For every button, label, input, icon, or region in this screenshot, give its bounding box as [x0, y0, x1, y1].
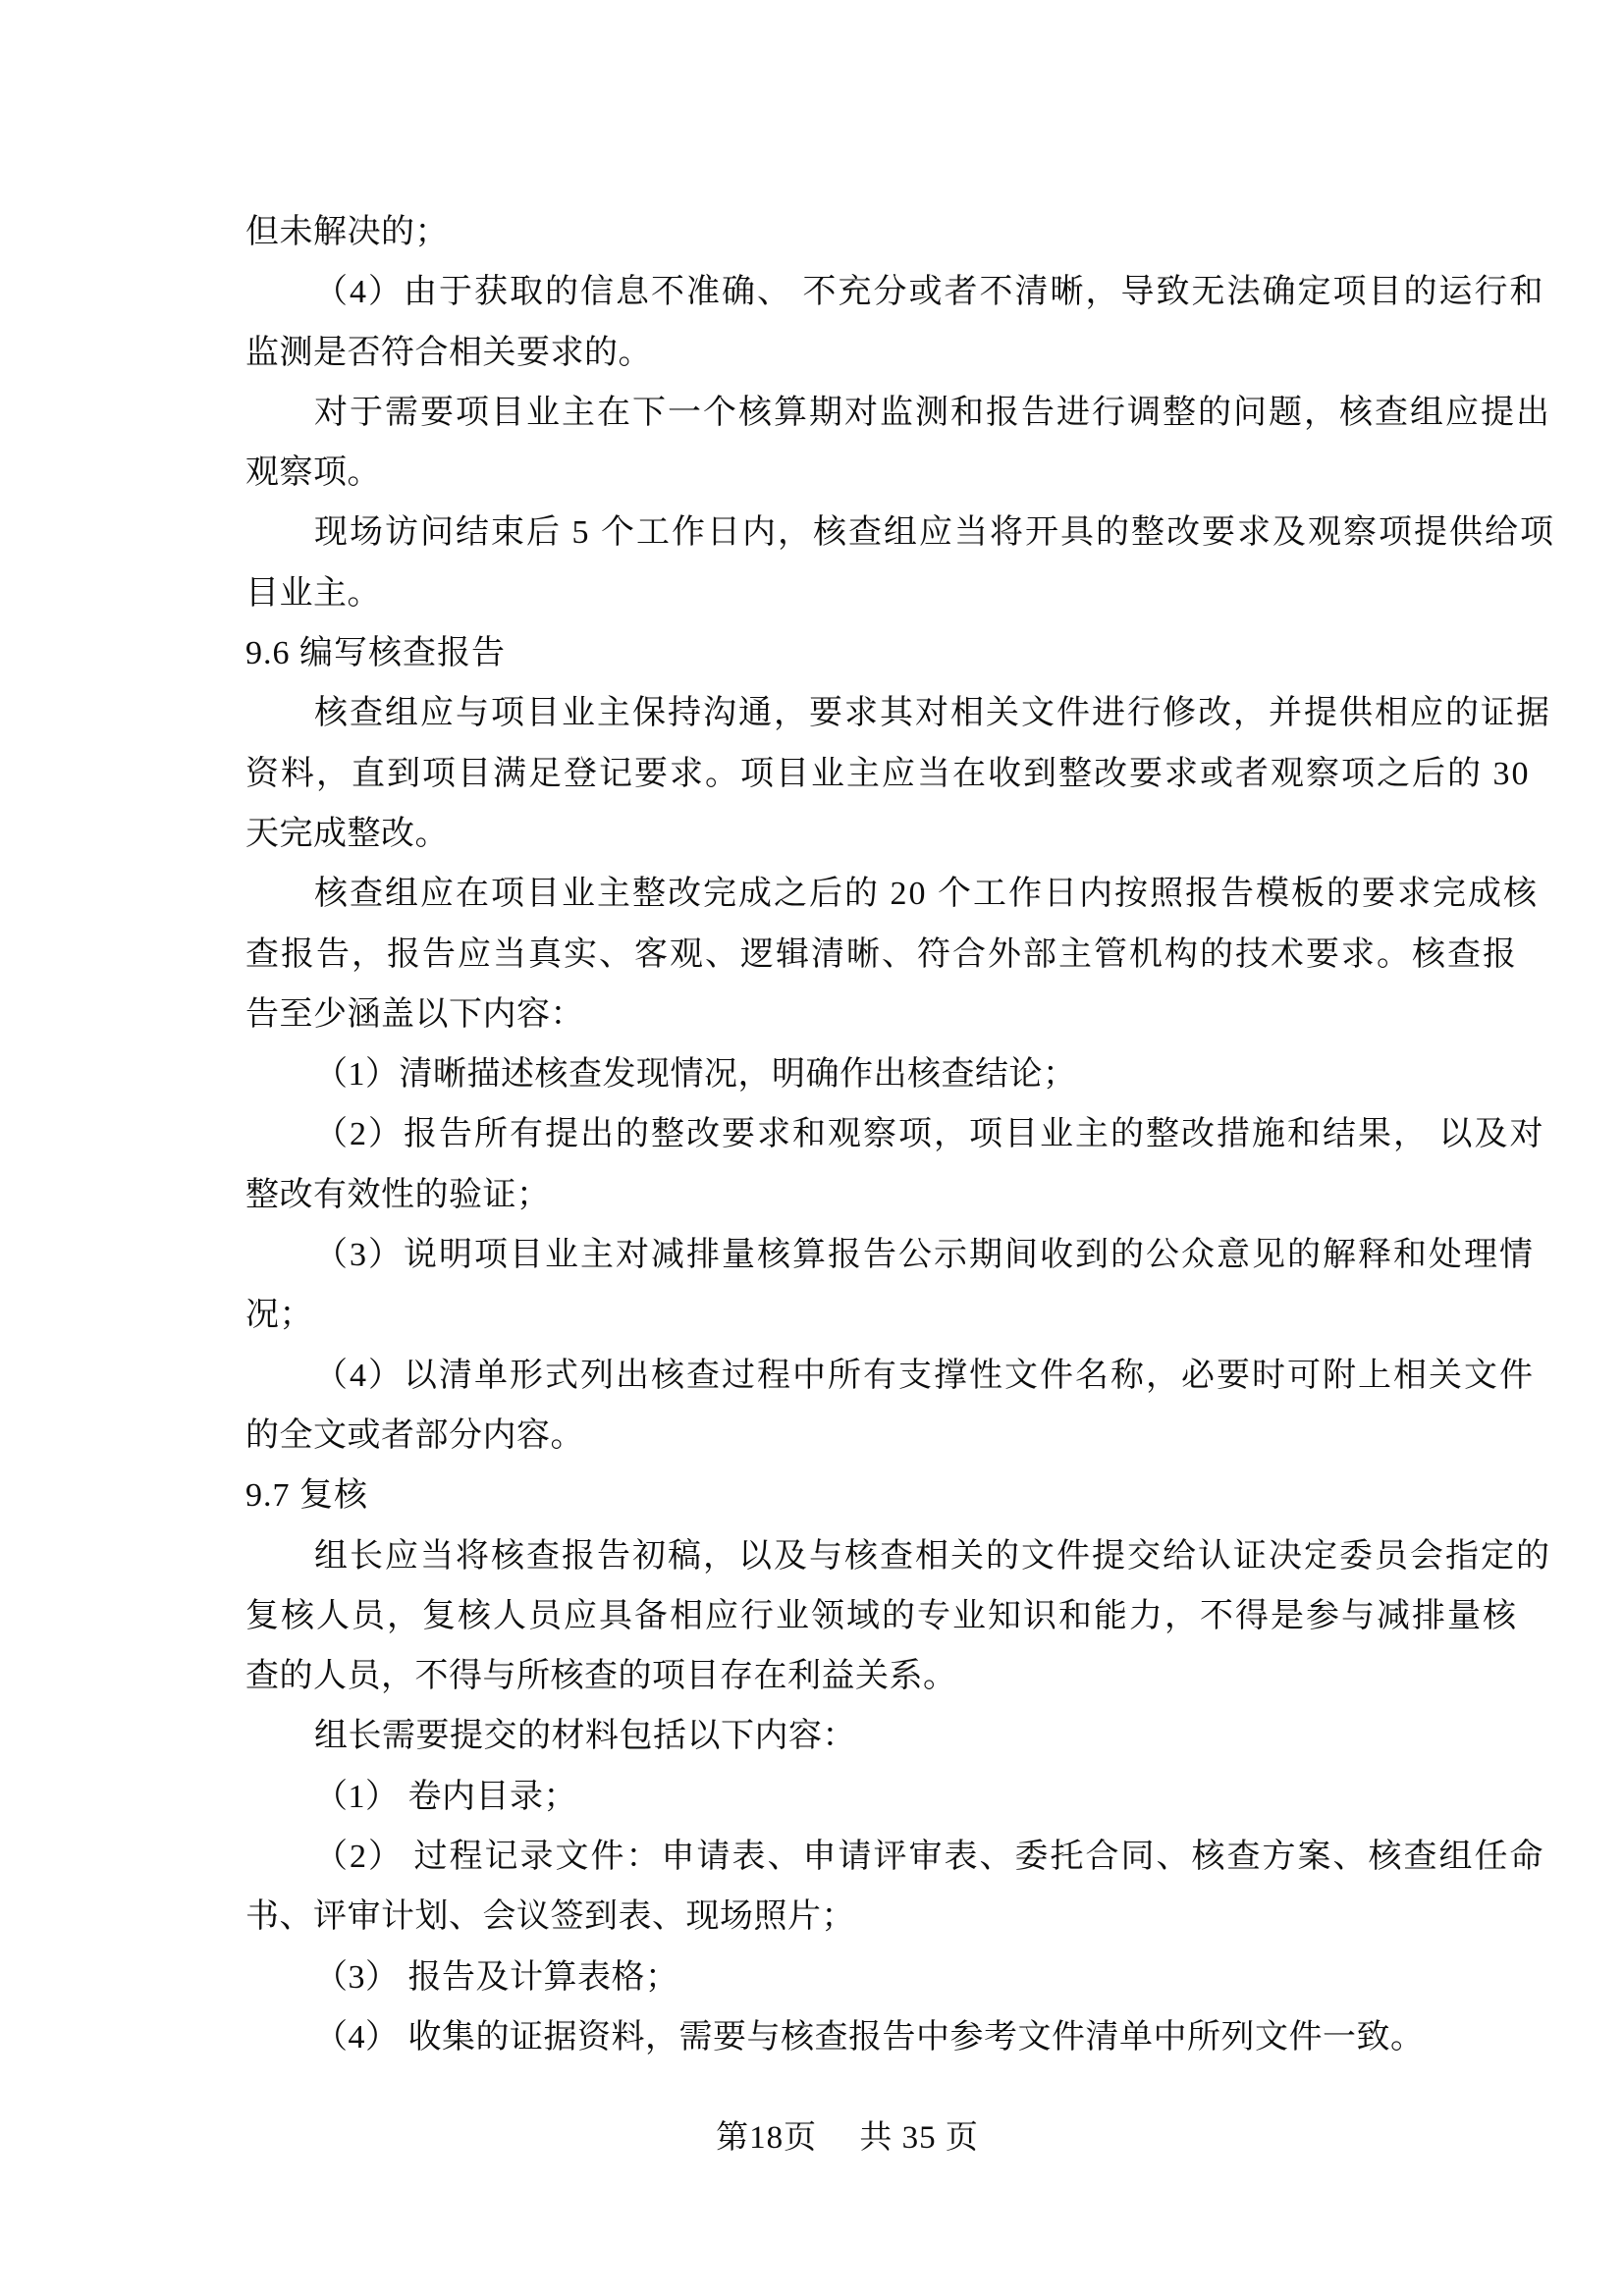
text-line: （2）报告所有提出的整改要求和观察项，项目业主的整改措施和结果， 以及对 [314, 1116, 1545, 1153]
text-line: （1）清晰描述核查发现情况，明确作出核查结论； [314, 1056, 1077, 1094]
text-line: 况； [245, 1297, 313, 1334]
text-line: 天完成整改。 [245, 815, 449, 852]
section-heading: 9.7 复核 [245, 1477, 368, 1515]
text-line: 组长应当将核查报告初稿，以及与核查相关的文件提交给认证决定委员会指定的 [314, 1537, 1551, 1575]
text-line: 告至少涵盖以下内容： [245, 995, 584, 1033]
text-line: 书、评审计划、会议签到表、现场照片； [245, 1898, 855, 1936]
page-footer: 第18页 共 35 页 [716, 2120, 979, 2156]
text-line: 组长需要提交的材料包括以下内容： [314, 1718, 856, 1755]
text-line: 核查组应与项目业主保持沟通，要求其对相关文件进行修改，并提供相应的证据 [314, 695, 1551, 732]
text-line: 现场访问结束后 5 个工作日内，核查组应当将开具的整改要求及观察项提供给项 [314, 514, 1555, 552]
text-line: 目业主。 [245, 574, 381, 612]
document-body [245, 202, 1555, 2067]
text-line: 资料，直到项目满足登记要求。项目业主应当在收到整改要求或者观察项之后的 30 [245, 755, 1531, 792]
text-line: （3） 报告及计算表格； [314, 1958, 679, 1996]
text-line: （2） 过程记录文件：申请表、申请评审表、委托合同、核查方案、核查组任命 [314, 1839, 1545, 1876]
text-line: 但未解决的； [245, 214, 449, 250]
text-line: 查报告，报告应当真实、客观、逻辑清晰、符合外部主管机构的技术要求。核查报 [245, 935, 1518, 973]
text-line: （1） 卷内目录； [314, 1778, 577, 1815]
section-heading: 9.6 编写核查报告 [245, 635, 506, 672]
text-line: （4）以清单形式列出核查过程中所有支撑性文件名称，必要时可附上相关文件 [314, 1357, 1535, 1394]
text-line: （4）由于获取的信息不准确、 不充分或者不清晰，导致无法确定项目的运行和 [314, 274, 1545, 311]
text-line: （3）说明项目业主对减排量核算报告公示期间收到的公众意见的解释和处理情 [314, 1237, 1535, 1274]
text-line: 对于需要项目业主在下一个核算期对监测和报告进行调整的问题，核查组应提出 [314, 394, 1551, 431]
text-line: 监测是否符合相关要求的。 [245, 334, 652, 371]
text-line: 复核人员，复核人员应具备相应行业领域的专业知识和能力，不得是参与减排量核 [245, 1597, 1518, 1634]
text-line: 观察项。 [245, 454, 381, 492]
text-line: 核查组应在项目业主整改完成之后的 20 个工作日内按照报告模板的要求完成核 [314, 876, 1539, 913]
text-line: 整改有效性的验证； [245, 1176, 551, 1213]
text-line: 查的人员，不得与所核查的项目存在利益关系。 [245, 1658, 957, 1695]
text-line: （4） 收集的证据资料，需要与核查报告中参考文件清单中所列文件一致。 [314, 2018, 1425, 2056]
text-line: 的全文或者部分内容。 [245, 1416, 584, 1454]
